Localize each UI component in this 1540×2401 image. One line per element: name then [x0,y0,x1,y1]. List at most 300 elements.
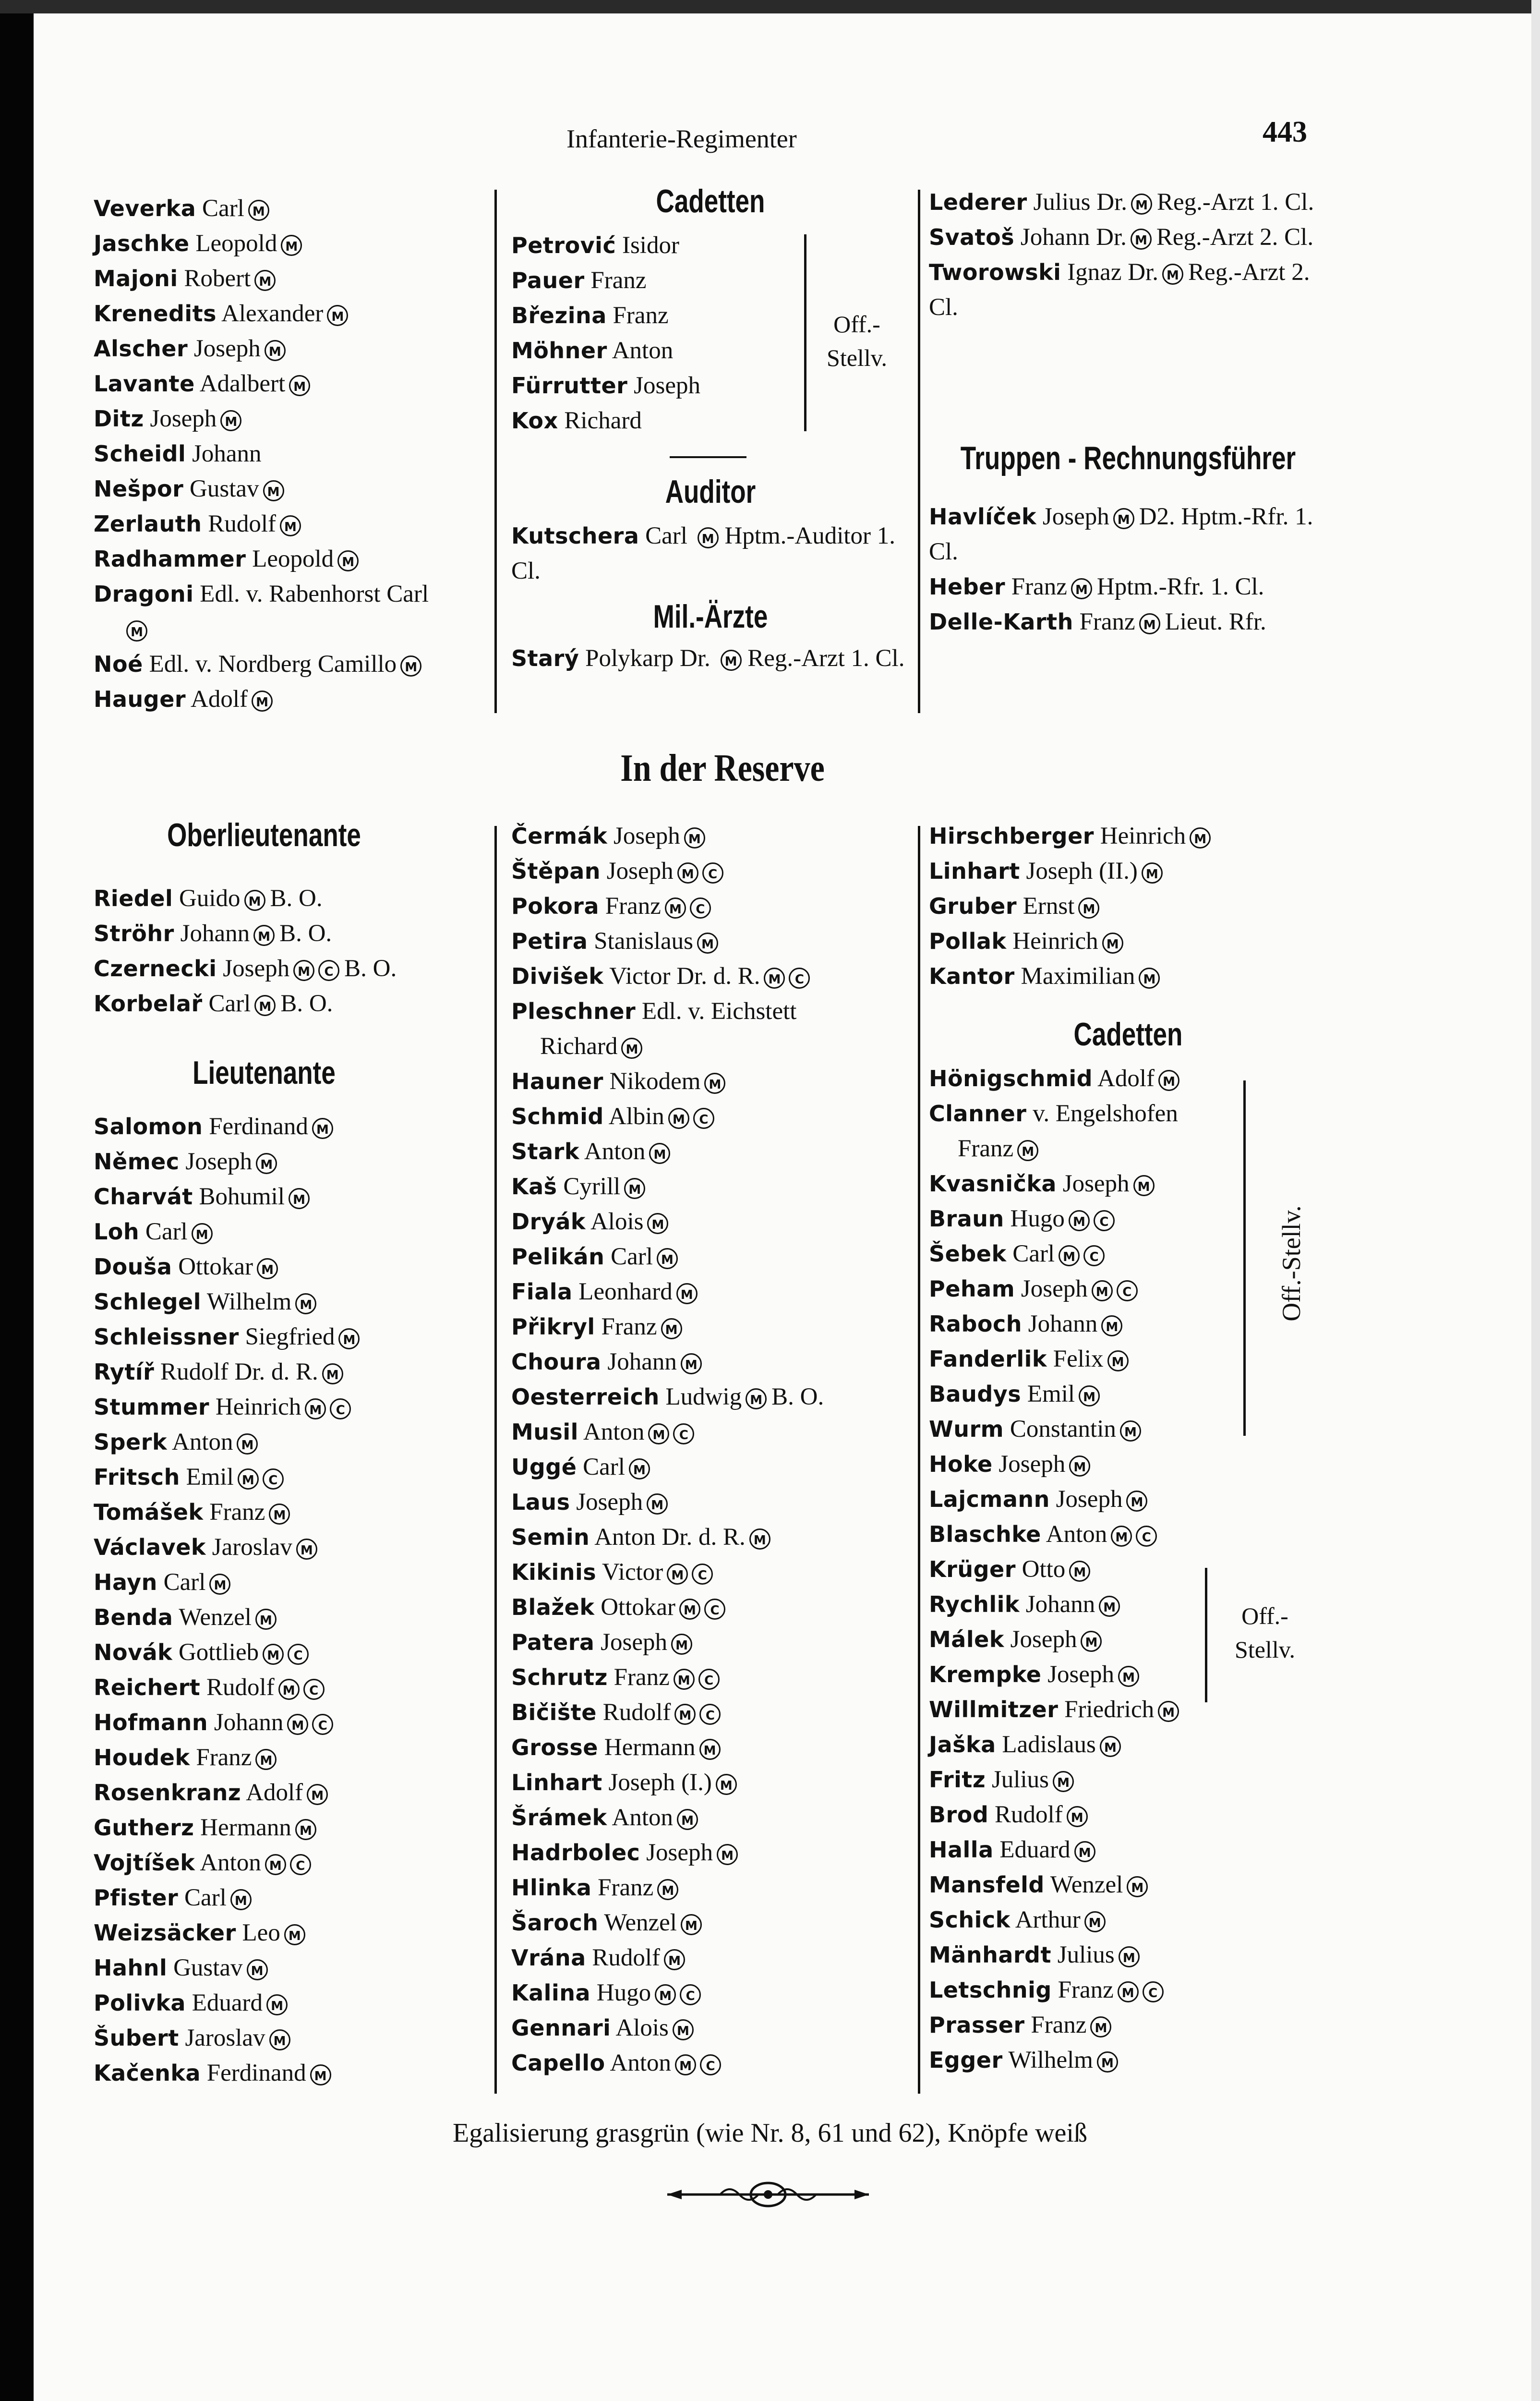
list-item [511,1345,914,1380]
list-item [94,437,492,472]
merit-badge-icon: M [263,480,284,501]
merit-badge-icon: M [295,1819,316,1840]
merit-badge-icon: M [1102,933,1123,954]
milaerzte-rank: Reg.-Arzt 1. Cl. [747,645,905,672]
given-name: Ladislaus [1002,1731,1096,1758]
milaerzte-given: Polykarp Dr. [585,645,710,672]
surname: Čermák [511,823,608,849]
list-item [929,185,1342,220]
list-item [511,819,914,854]
merit-badge-icon: M [257,1258,278,1279]
merit-badge-icon: M [1017,1140,1038,1161]
list-item [929,959,1342,994]
auditor-rank: Hptm.-Auditor 1. Cl. [511,522,896,584]
surname: Noé [94,651,143,677]
merit-badge-icon: M [1111,1526,1132,1547]
c-badge-icon: C [700,2054,721,2075]
list-item [94,1214,492,1249]
list-item [511,333,818,368]
given-name: Emil [1027,1381,1075,1407]
c-badge-icon: C [1143,1981,1164,2002]
surname: Benda [94,1604,173,1630]
given-name: Cyrill [563,1173,621,1200]
surname: Šubert [94,2025,179,2051]
given-name: Alois [590,1208,644,1235]
merit-badge-icon: M [1090,2016,1111,2037]
cadetten-heading: Cadetten [656,183,765,219]
list-item [94,1320,492,1355]
merit-badge-icon: M [1069,1210,1090,1231]
merit-badge-icon: M [280,515,301,536]
surname: Halla [929,1837,994,1863]
surname: Radhammer [94,546,246,572]
given-name: Maximilian [1021,963,1135,990]
given-name: Johann [1028,1310,1098,1337]
rank-note: B. O. [279,920,332,947]
list-item [929,1061,1342,1096]
list-item [511,1835,914,1870]
scan-edge-left [0,0,34,2401]
surname: Václavek [94,1534,206,1560]
rank-note: D2. Hptm.-Rfr. 1. Cl. [929,503,1313,565]
merit-badge-icon: M [1053,1771,1074,1792]
list-item [511,1905,914,1940]
given-name: Richard [540,1033,618,1060]
list-item [929,854,1342,889]
scan-edge-top [0,0,1540,13]
merit-badge-icon: M [647,1493,668,1515]
list-item [94,1285,492,1320]
rank-note: B. O. [280,990,333,1017]
merit-badge-icon: M [254,995,276,1016]
given-name: Joseph [606,858,674,885]
surname: Jaška [929,1732,996,1758]
auditor-given: Carl [645,522,687,549]
merit-badge-icon: M [1127,1876,1148,1897]
given-name: Edl. v. Eichstett [641,998,797,1025]
surname: Musil [511,1419,578,1445]
merit-badge-icon: M [265,340,286,361]
list-item [929,1832,1342,1867]
list-item [929,1377,1342,1412]
list-item [511,403,818,438]
given-name: Carl [145,1218,188,1245]
merit-badge-icon: M [263,1644,284,1665]
merit-badge-icon: M [1074,1841,1095,1862]
c-badge-icon: C [312,1714,333,1735]
given-name: Gustav [173,1954,243,1981]
rank-note: Reg.-Arzt 2. Cl. [1156,224,1314,251]
list-item [929,1692,1342,1727]
surname: Lajcmann [929,1486,1050,1512]
given-name: Stanislaus [594,928,693,955]
given-name: Franz [614,1664,670,1691]
given-name: Leopold [252,546,334,572]
list-item [511,854,914,889]
merit-badge-icon: M [238,1468,259,1490]
rank-note: B. O. [771,1383,824,1410]
surname: Fanderlik [929,1346,1047,1372]
merit-badge-icon: M [307,1784,328,1805]
surname: Brod [929,1802,989,1828]
given-name: Ernst [1023,893,1075,920]
given-name: Hugo [596,1979,651,2006]
list-item [511,1870,914,1905]
surname: Riedel [94,885,173,911]
given-name: Ignaz Dr. [1067,259,1158,286]
merit-badge-icon: M [293,960,314,981]
given-name: Joseph [1056,1486,1123,1513]
list-item [511,1730,914,1765]
merit-badge-icon: M [295,1293,316,1314]
merit-badge-icon: M [312,1118,333,1139]
surname: Fritsch [94,1464,180,1490]
auditor-heading: Auditor [665,473,756,510]
rank-note: Hptm.-Rfr. 1. Cl. [1096,573,1264,600]
surname: Hahnl [94,1955,168,1981]
surname: Tworowski [929,259,1061,285]
surname: Hirschberger [929,823,1094,849]
merit-badge-icon: M [296,1539,317,1560]
given-name: Ottokar [601,1594,675,1621]
surname: Korbelař [94,991,203,1017]
c-badge-icon: C [690,897,711,919]
surname: Pleschner [511,998,636,1024]
given-name: Joseph [601,1629,668,1656]
given-name: Wenzel [179,1604,252,1631]
given-name: Hugo [1010,1205,1065,1232]
given-name: Arthur [1015,1906,1081,1933]
surname: Delle-Karth [929,609,1073,635]
surname: Kačenka [94,2060,201,2086]
surname: Clanner [929,1101,1027,1127]
surname: Laus [511,1489,570,1515]
surname: Patera [511,1629,595,1655]
merit-badge-icon: M [1079,1385,1100,1407]
given-name: Anton [1046,1521,1107,1548]
surname: Ströhr [94,921,174,946]
surname: Gruber [929,893,1017,919]
bracket-note: Off.- Stellv. [827,311,887,371]
given-name: Leonhard [578,1278,673,1305]
merit-badge-icon: M [684,827,705,849]
c-badge-icon: C [692,1564,713,1585]
given-name: Carl [208,990,251,1017]
surname: Hönigschmid [929,1066,1093,1091]
merit-badge-icon: M [649,1143,670,1164]
c-badge-icon: C [1117,1280,1138,1301]
list-item [94,366,492,401]
rank-note: B. O. [344,955,397,982]
lieutenante-list [94,1109,492,2091]
given-name: Franz [209,1499,265,1526]
c-badge-icon: C [290,1854,311,1875]
merit-badge-icon: M [254,270,276,291]
merit-badge-icon: M [1081,1631,1102,1652]
surname: Blaschke [929,1521,1041,1547]
list-item [511,2046,914,2081]
merit-badge-icon: M [676,1283,698,1304]
given-name: Franz [590,267,647,294]
given-name: Otto [1022,1556,1066,1583]
merit-badge-icon: M [629,1458,650,1479]
list-item [94,1565,492,1600]
col1-top-list [94,191,492,717]
list-item [94,507,492,542]
list-item [94,1460,492,1495]
list-item [929,2008,1342,2043]
merit-badge-icon: M [1084,1911,1106,1932]
merit-badge-icon: M [337,550,359,571]
merit-badge-icon: M [1092,1280,1113,1301]
merit-badge-icon: M [1131,229,1152,250]
running-title: Infanterie-Regimenter [566,124,797,153]
surname: Vrána [511,1945,586,1971]
list-item [94,612,492,647]
list-item [94,2056,492,2091]
given-name: Leopold [195,230,277,257]
brace [1205,1568,1207,1702]
merit-badge-icon: M [126,620,147,642]
given-name: Wenzel [1050,1871,1123,1898]
merit-badge-icon: M [287,1714,308,1735]
given-name: Carl [184,1884,227,1911]
list-item [929,1482,1342,1517]
surname: Kox [511,408,558,434]
list-item [511,1520,914,1555]
list-item [94,916,492,951]
surname: Linhart [929,858,1020,884]
given-name: Friedrich [1064,1696,1155,1723]
given-name: Julius [1057,1941,1115,1968]
list-item [511,1274,914,1310]
merit-badge-icon: M [230,1889,252,1910]
given-name: Adolf [191,686,248,713]
surname: Salomon [94,1114,203,1140]
merit-badge-icon: M [1118,1666,1139,1687]
c-badge-icon: C [1094,1210,1115,1231]
merit-badge-icon: M [675,2054,696,2075]
surname: Mansfeld [929,1872,1045,1898]
merit-badge-icon: M [209,1574,230,1595]
surname: Divišek [511,963,604,989]
merit-badge-icon: M [677,862,698,884]
list-item [94,1810,492,1845]
c-badge-icon: C [698,1669,720,1690]
surname: Scheidl [94,441,186,467]
given-name: Joseph [1047,1661,1115,1688]
merit-badge-icon: M [289,1188,310,1209]
c-badge-icon: C [330,1398,351,1419]
list-item [929,1342,1342,1377]
merit-badge-icon: M [679,1599,700,1620]
lieutenante-heading: Lieutenante [192,1055,336,1091]
given-name: Leo [242,1919,280,1946]
list-item [94,1670,492,1705]
list-item [929,1903,1342,1938]
given-name: Jaroslav [212,1534,292,1561]
surname: Rytíř [94,1359,155,1385]
list-item [929,1447,1342,1482]
list-item [511,1450,914,1485]
merit-badge-icon: M [248,200,269,221]
c-badge-icon: C [699,1704,721,1725]
merit-badge-icon: M [677,1809,698,1830]
given-name: Victor [602,1559,663,1586]
merit-badge-icon: M [281,235,302,256]
surname: Stummer [94,1394,210,1420]
merit-badge-icon: M [674,1704,696,1725]
rank-note: B. O. [270,885,323,912]
oberlieutenante-list [94,881,492,1021]
given-name: Joseph [150,405,217,432]
given-name: Wilhelm [1008,2047,1093,2074]
surname: Kantor [929,963,1015,989]
list-item [94,1495,492,1530]
given-name: Joseph [223,955,290,982]
list-item [94,1916,492,1951]
given-name: Franz [958,1135,1014,1162]
list-item [94,1600,492,1635]
list-item [94,472,492,507]
reserve-cadetten-heading: Cadetten [1073,1016,1183,1053]
surname: Douša [94,1254,172,1280]
merit-badge-icon: M [400,655,421,677]
surname: Grosse [511,1734,599,1760]
surname: Choura [511,1349,602,1375]
surname: Czernecki [94,956,217,982]
given-name: Carl [202,195,244,222]
given-name: Wenzel [604,1909,677,1936]
given-name: Albin [608,1103,664,1130]
surname: Linhart [511,1770,602,1795]
given-name: Alexander [221,300,324,327]
surname: Lavante [94,371,195,397]
surname: Ditz [94,406,144,432]
given-name: Constantin [1010,1416,1116,1443]
merit-badge-icon: M [717,1844,738,1865]
surname: Štěpan [511,858,601,884]
list-item [94,1530,492,1565]
surname: Schleissner [94,1324,239,1350]
surname: Schick [929,1907,1011,1933]
merit-badge-icon: M [647,1213,668,1234]
list-item [511,1485,914,1520]
given-name: Joseph [185,1148,253,1175]
list-item [511,1169,914,1204]
merit-badge-icon: M [252,691,273,712]
given-name: Anton [610,2049,672,2076]
merit-badge-icon: M [1078,897,1099,919]
surname: Pauer [511,267,585,293]
brace [804,234,806,431]
col2-top-cadetten-list [511,228,818,438]
list-item [929,1517,1342,1552]
auditor-surname: Kutschera [511,523,639,549]
given-name: Ferdinand [206,2060,306,2086]
merit-badge-icon: M [673,2019,694,2040]
surname: Hlinka [511,1875,592,1901]
list-item [94,1880,492,1916]
brace [1243,1080,1246,1436]
given-name: Anton [171,1429,233,1455]
given-name: Rudolf Dr. d. R. [160,1358,318,1385]
merit-badge-icon: M [1071,578,1092,599]
surname: Peham [929,1276,1015,1302]
merit-badge-icon: M [665,897,686,919]
surname: Semin [511,1524,590,1550]
given-name: Joseph [1042,503,1109,530]
given-name: Isidor [622,232,679,259]
merit-badge-icon: M [255,1609,277,1630]
surname: Stark [511,1139,579,1164]
scan-edge-right [1531,0,1540,2401]
merit-badge-icon: M [269,1504,290,1525]
list-item [94,261,492,296]
surname: Gennari [511,2015,611,2041]
given-name: Felix [1053,1346,1104,1372]
list-item [929,1096,1342,1131]
surname: Petira [511,928,588,954]
given-name: Anton Dr. d. R. [594,1524,746,1551]
surname: Capello [511,2050,605,2076]
surname: Nešpor [94,476,184,502]
merit-badge-icon: M [266,1994,288,2015]
merit-badge-icon: M [1101,1315,1122,1336]
surname: Fiala [511,1279,573,1305]
surname: Hauger [94,686,186,712]
section-divider [670,456,746,458]
given-name: Joseph [1062,1170,1130,1197]
rank-note: Lieut. Rfr. [1165,608,1266,635]
given-name: Wilhelm [206,1288,292,1315]
given-name: Joseph [613,823,680,849]
column-rule [918,826,920,2094]
surname: Hauner [511,1068,603,1094]
given-name: Joseph (II.) [1026,858,1138,885]
list-item [511,924,914,959]
surname: Willmitzer [929,1697,1059,1722]
merit-badge-icon: M [1158,1701,1179,1722]
surname: Fürrutter [511,373,628,399]
given-name: Richard [564,407,642,434]
surname: Šrámek [511,1805,607,1831]
list-item [94,1775,492,1810]
c-badge-icon: C [288,1644,309,1665]
c-badge-icon: C [680,1984,701,2005]
list-item [94,1986,492,2021]
list-item [929,1973,1342,2008]
surname: Pollak [929,928,1007,954]
list-item [511,1625,914,1660]
given-name: Anton [584,1138,646,1165]
given-name: Edl. v. Nordberg Camillo [149,651,397,678]
list-item [511,1239,914,1274]
surname: Kikinis [511,1559,597,1585]
merit-badge-icon: M [1067,1806,1088,1827]
given-name: Carl [611,1243,653,1270]
given-name: Edl. v. Rabenhorst Carl [200,581,429,607]
merit-badge-icon: M [1190,827,1211,849]
c-badge-icon: C [702,862,723,884]
surname: Šaroch [511,1910,599,1936]
bracket-note-rotated: Off.-Stellv. [1277,1205,1306,1322]
merit-badge-icon: M [698,527,719,548]
list-item [94,951,492,986]
merit-badge-icon: M [699,1739,721,1760]
merit-badge-icon: M [1133,1175,1155,1196]
merit-badge-icon: M [1069,1455,1090,1477]
